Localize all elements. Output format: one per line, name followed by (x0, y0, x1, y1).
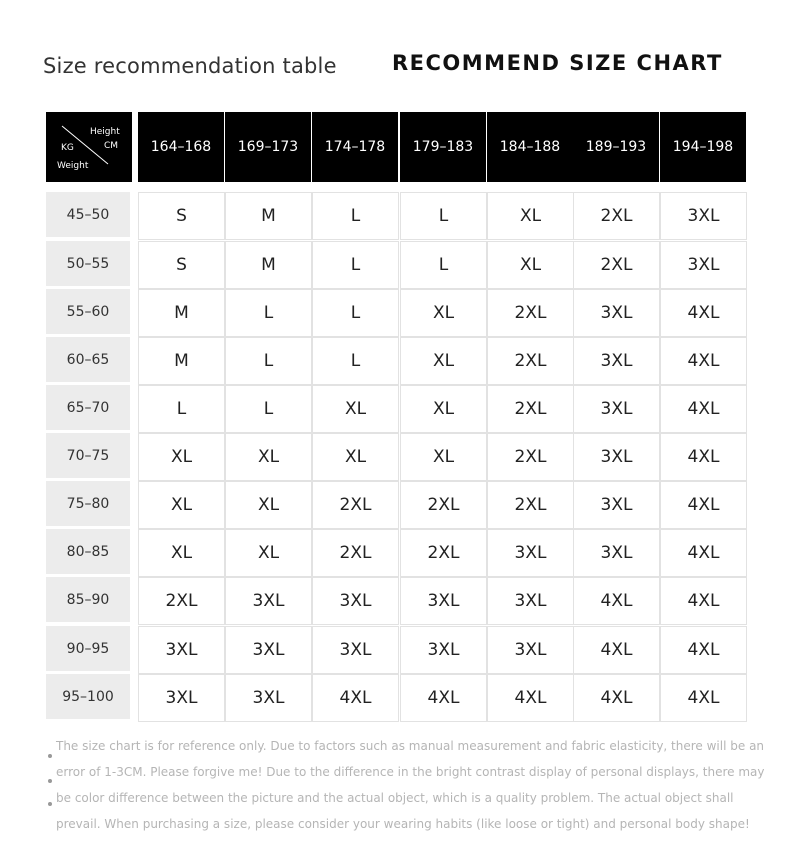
cm-label: CM (104, 141, 119, 151)
size-cell: L (138, 385, 225, 433)
size-cell: 3XL (573, 433, 660, 481)
height-header-cell: 194–198 (660, 112, 746, 182)
size-cell: 4XL (660, 674, 747, 722)
size-cell: XL (138, 481, 225, 529)
bullet-dot (48, 779, 52, 783)
size-cell: XL (138, 529, 225, 577)
size-cell: 2XL (312, 529, 399, 577)
disclaimer-note (56, 733, 765, 837)
note-line: prevail. When purchasing a size, please consider your wearing habits (like loose or tight) and personal body shape! (56, 817, 750, 831)
bullet-dot (48, 802, 52, 806)
size-cell: 3XL (400, 577, 487, 625)
size-cell: 4XL (312, 674, 399, 722)
size-cell: 3XL (487, 529, 574, 577)
size-cell: 4XL (660, 433, 747, 481)
size-cell: 4XL (660, 337, 747, 385)
size-cell: M (138, 337, 225, 385)
size-cell: 3XL (660, 192, 747, 240)
height-header-cell: 174–178 (312, 112, 398, 182)
size-cell: L (312, 289, 399, 337)
height-header-cell: 189–193 (573, 112, 659, 182)
note-line: error of 1-3CM. Please forgive me! Due to the difference in the bright contrast display of personal displays, there may (56, 765, 765, 779)
diagonal-divider (46, 112, 132, 182)
size-cell: 2XL (487, 433, 574, 481)
size-cell: 2XL (487, 337, 574, 385)
size-cell: L (225, 337, 312, 385)
size-cell: L (312, 337, 399, 385)
size-cell: 2XL (400, 529, 487, 577)
note-line: The size chart is for reference only. Due to factors such as manual measurement and fabric elasticity, there will be an (56, 739, 765, 753)
size-cell: 2XL (400, 481, 487, 529)
size-cell: 2XL (573, 241, 660, 289)
size-cell: 3XL (400, 626, 487, 674)
height-label: Height (90, 127, 120, 137)
weight-cell: 50–55 (46, 241, 130, 286)
size-cell: 3XL (487, 626, 574, 674)
size-cell: XL (487, 241, 574, 289)
size-cell: 4XL (400, 674, 487, 722)
size-cell: 2XL (487, 289, 574, 337)
size-cell: 3XL (312, 577, 399, 625)
size-cell: 3XL (660, 241, 747, 289)
size-cell: XL (225, 433, 312, 481)
size-cell: 2XL (573, 192, 660, 240)
height-header-cell: 169–173 (225, 112, 311, 182)
size-cell: 4XL (660, 481, 747, 529)
size-cell: L (400, 241, 487, 289)
note-line: be color difference between the picture and the actual object, which is a quality problem. The actual object shall (56, 791, 734, 805)
weight-cell: 70–75 (46, 433, 130, 478)
size-cell: 2XL (312, 481, 399, 529)
height-header-cell: 184–188 (487, 112, 573, 182)
size-cell: 3XL (573, 385, 660, 433)
size-cell: XL (487, 192, 574, 240)
weight-cell: 85–90 (46, 577, 130, 622)
size-cell: 3XL (573, 481, 660, 529)
size-cell: XL (225, 529, 312, 577)
page-title-left: Size recommendation table (43, 54, 337, 78)
size-cell: L (400, 192, 487, 240)
size-cell: 4XL (660, 577, 747, 625)
weight-label: Weight (57, 161, 89, 171)
size-cell: 3XL (225, 674, 312, 722)
size-cell: L (312, 241, 399, 289)
size-cell: 3XL (573, 529, 660, 577)
size-cell: 2XL (138, 577, 225, 625)
size-cell: 3XL (573, 337, 660, 385)
size-cell: 4XL (660, 529, 747, 577)
weight-cell: 95–100 (46, 674, 130, 719)
size-cell: XL (312, 433, 399, 481)
size-cell: 3XL (487, 577, 574, 625)
size-cell: 2XL (487, 385, 574, 433)
size-cell: XL (400, 385, 487, 433)
size-cell: 3XL (138, 674, 225, 722)
size-cell: XL (400, 433, 487, 481)
size-cell: 4XL (573, 626, 660, 674)
size-cell: M (225, 192, 312, 240)
header-corner-cell (46, 112, 132, 182)
size-cell: 4XL (487, 674, 574, 722)
size-cell: 3XL (312, 626, 399, 674)
weight-cell: 55–60 (46, 289, 130, 334)
size-cell: 4XL (660, 289, 747, 337)
size-cell: XL (138, 433, 225, 481)
size-cell: L (225, 385, 312, 433)
bullet-dot (48, 754, 52, 758)
page-title-right: RECOMMEND SIZE CHART (392, 51, 723, 75)
size-cell: 3XL (573, 289, 660, 337)
size-cell: M (138, 289, 225, 337)
size-cell: L (225, 289, 312, 337)
size-cell: 2XL (487, 481, 574, 529)
weight-cell: 80–85 (46, 529, 130, 574)
size-cell: XL (225, 481, 312, 529)
weight-cell: 65–70 (46, 385, 130, 430)
size-cell: M (225, 241, 312, 289)
size-cell: XL (400, 289, 487, 337)
height-header-cell: 164–168 (138, 112, 224, 182)
size-cell: XL (400, 337, 487, 385)
size-cell: 4XL (660, 626, 747, 674)
size-cell: 4XL (573, 577, 660, 625)
size-cell: 3XL (225, 577, 312, 625)
size-cell: S (138, 241, 225, 289)
kg-label: KG (61, 143, 74, 153)
size-cell: 3XL (138, 626, 225, 674)
size-cell: 4XL (660, 385, 747, 433)
weight-cell: 75–80 (46, 481, 130, 526)
size-cell: 3XL (225, 626, 312, 674)
weight-cell: 60–65 (46, 337, 130, 382)
weight-cell: 45–50 (46, 192, 130, 237)
size-cell: L (312, 192, 399, 240)
size-cell: 4XL (573, 674, 660, 722)
height-header-cell: 179–183 (400, 112, 486, 182)
weight-cell: 90–95 (46, 626, 130, 671)
size-cell: S (138, 192, 225, 240)
size-cell: XL (312, 385, 399, 433)
